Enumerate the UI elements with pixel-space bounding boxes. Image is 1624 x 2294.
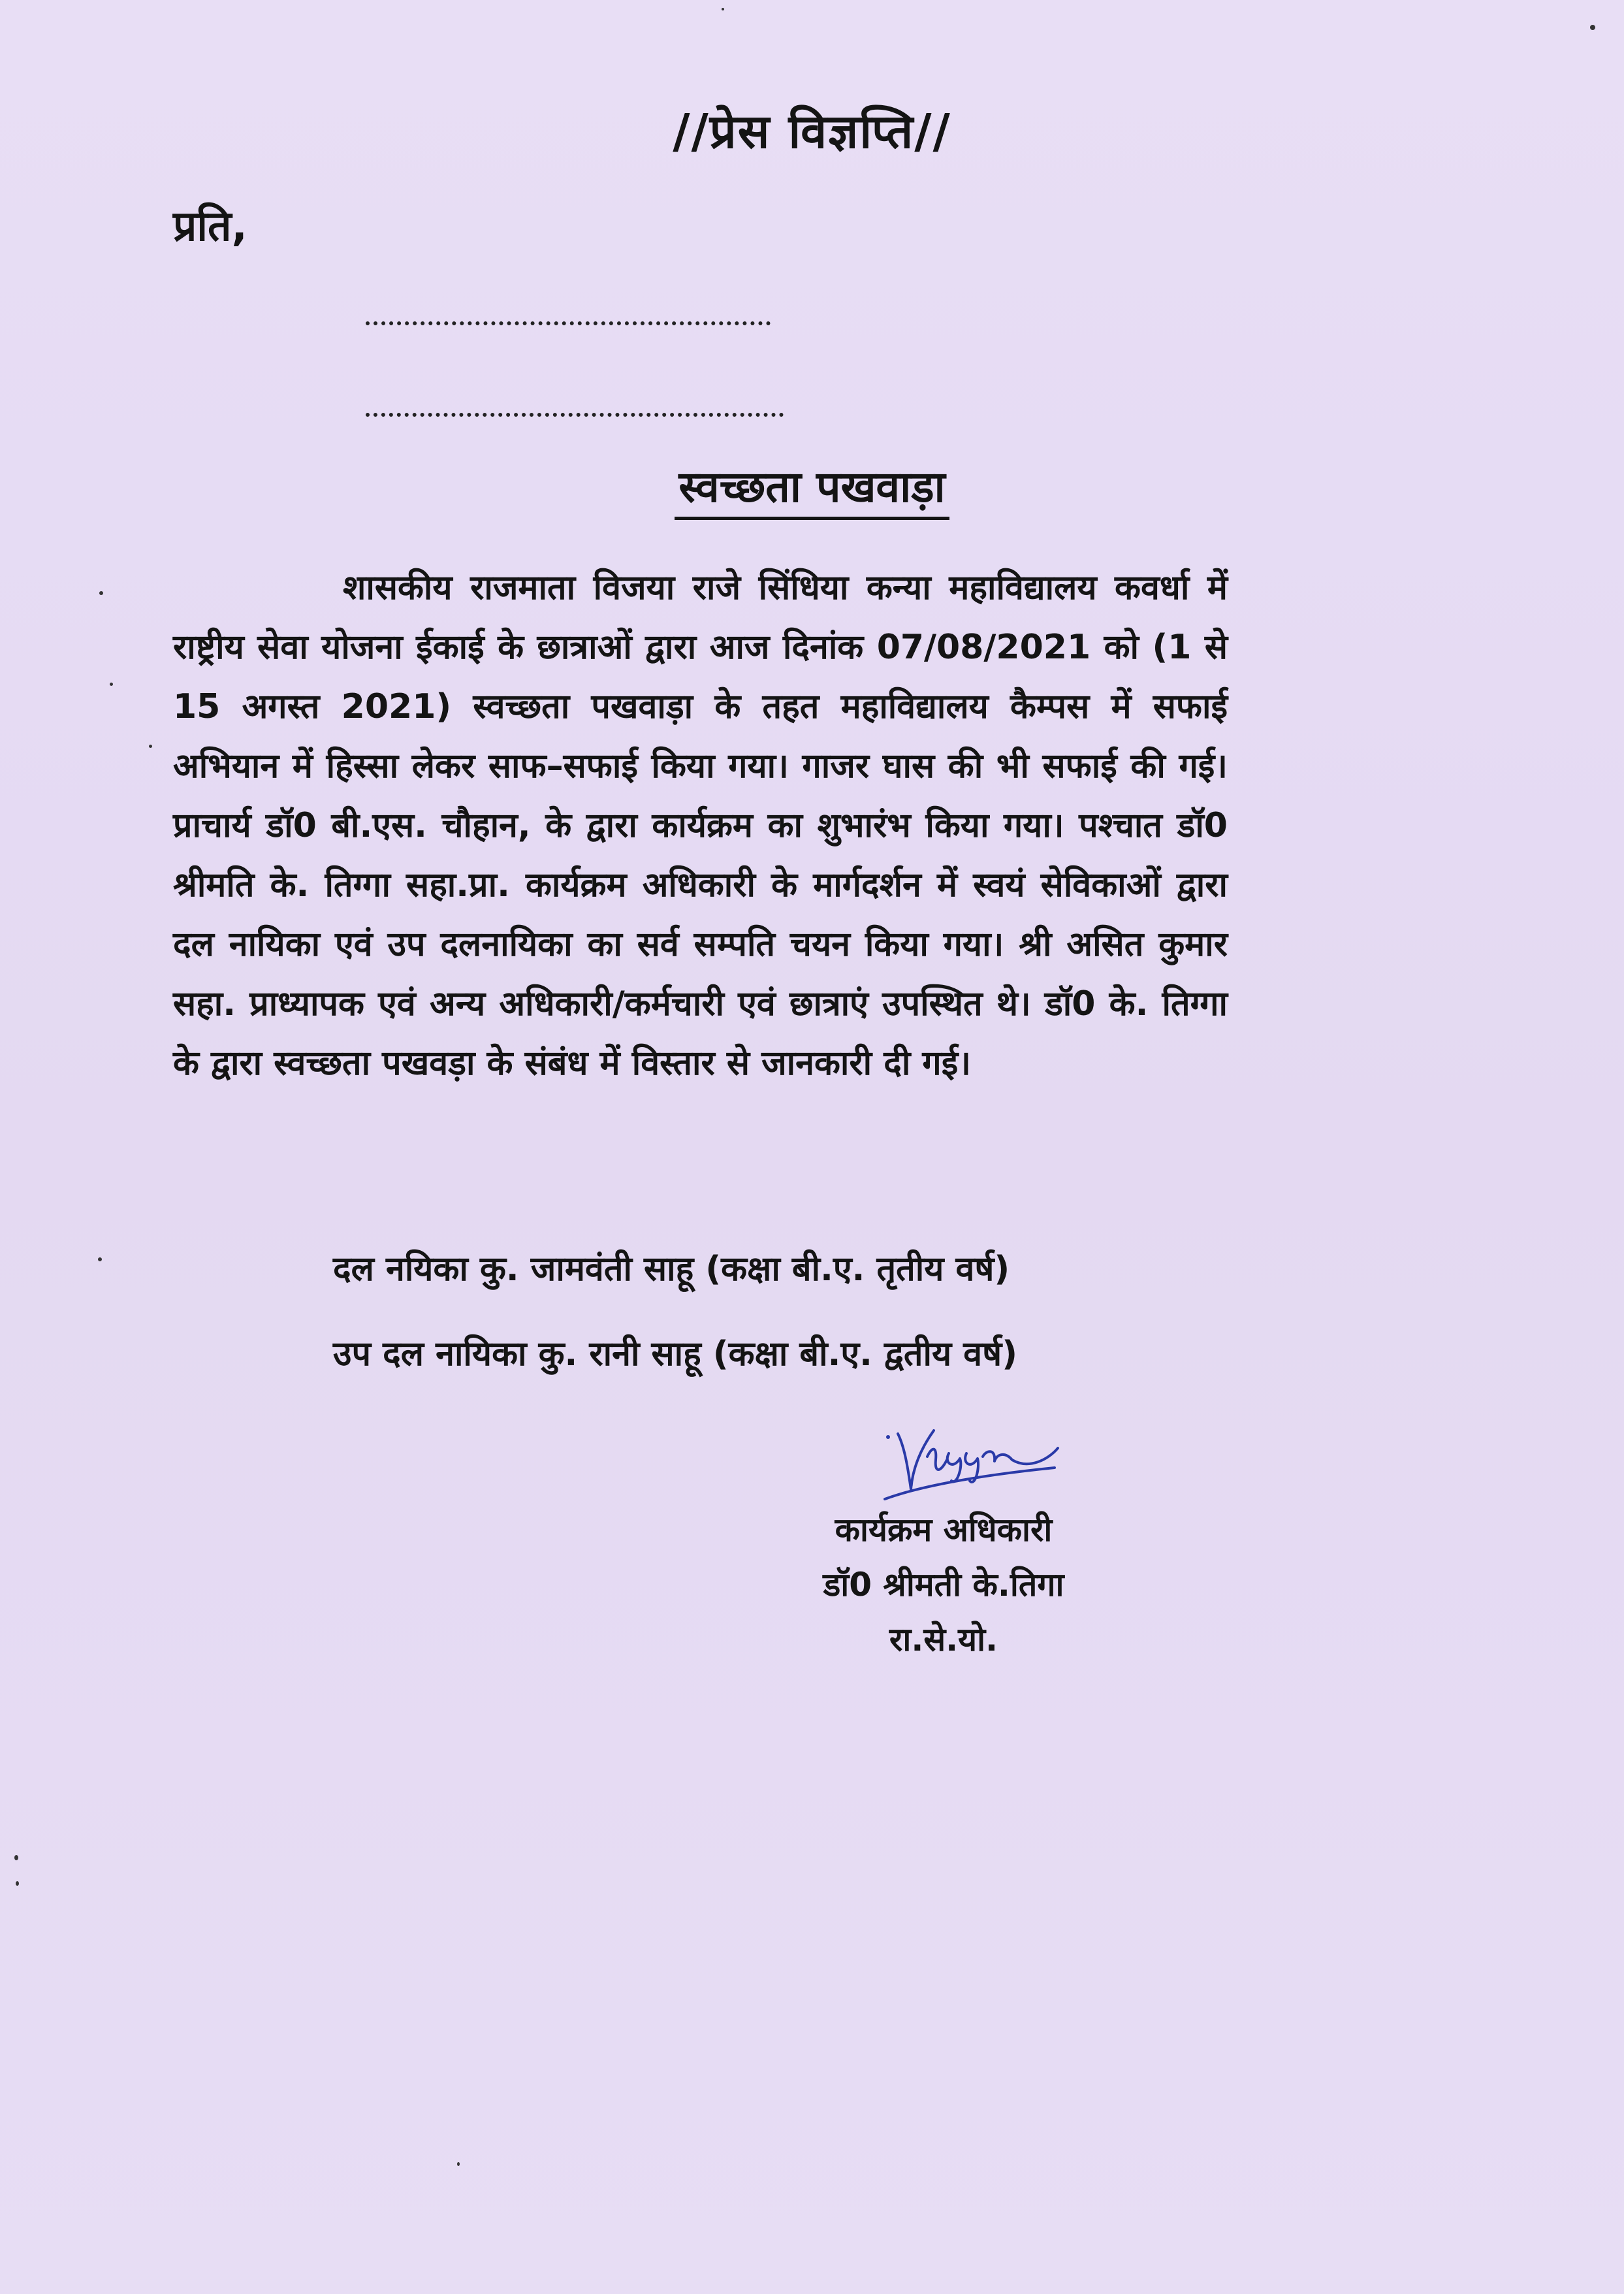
scan-speck (722, 8, 724, 10)
handwritten-signature (872, 1408, 1068, 1506)
signature-block (757, 1502, 1130, 1667)
subject-title: स्वच्छता पखवाड़ा (675, 464, 949, 520)
signatory-unit: रा.से.यो. (889, 1621, 998, 1658)
salutation: प्रति, (173, 202, 247, 251)
body-paragraph: शासकीय राजमाता विजया राजे सिंधिया कन्या महाविद्यालय कवर्धा में राष्ट्रीय सेवा योजना ईकाई के छात्राओं द्वारा आज दिनांक 07/08/2021 को (1 से 15 अगस्त 2021) स्वच्छता पखवाड़ा के तहत महाविद्यालय कैम्पस में सफाई अभियान में हिस्सा लेकर साफ–सफाई किया गया। गाजर घास की भी सफाई की गई। प्राचार्य डॉ0 बी.एस. चौहान, के द्वारा कार्यक्रम का शुभारंभ किया गया। पश्चात डॉ0 श्रीमति के. तिग्गा सहा.प्रा. कार्यक्रम अधिकारी के मार्गदर्शन में स्वयं सेविकाओं द्वारा दल नायिका एवं उप दलनायिका का सर्व सम्पति चयन किया गया। श्री असित कुमार सहा. प्राध्यापक एवं अन्य अधिकारी/कर्मचारी एवं छात्राएं उपस्थित थे। डॉ0 के. तिग्गा के द्वारा स्वच्छता पखवड़ा के संबंध में विस्तार से जानकारी दी गई। (173, 568, 1228, 1083)
scan-speck (14, 1855, 18, 1860)
deputy-leader-line: उप दल नायिका कु. रानी साहू (कक्षा बी.ए. द्वतीय वर्ष) (333, 1334, 1017, 1374)
recipient-blank-line-1 (366, 321, 771, 325)
scan-speck (149, 745, 152, 748)
scan-speck (16, 1881, 19, 1886)
scan-speck (457, 2162, 460, 2166)
scan-speck (110, 683, 113, 686)
signatory-designation: कार्यक्रम अधिकारी (835, 1511, 1053, 1549)
recipient-blank-line-2 (366, 413, 784, 417)
scan-speck (99, 591, 103, 595)
signatory-name: डॉ0 श्रीमती के.तिगा (823, 1566, 1064, 1604)
scan-speck (98, 1257, 102, 1261)
press-release-heading: //प्रेस विज्ञप्ति// (673, 104, 951, 159)
team-leader-line: दल नयिका कु. जामवंती साहू (कक्षा बी.ए. तृतीय वर्ष) (333, 1250, 1010, 1289)
subject-container (0, 464, 1624, 520)
scan-speck (1590, 25, 1595, 30)
